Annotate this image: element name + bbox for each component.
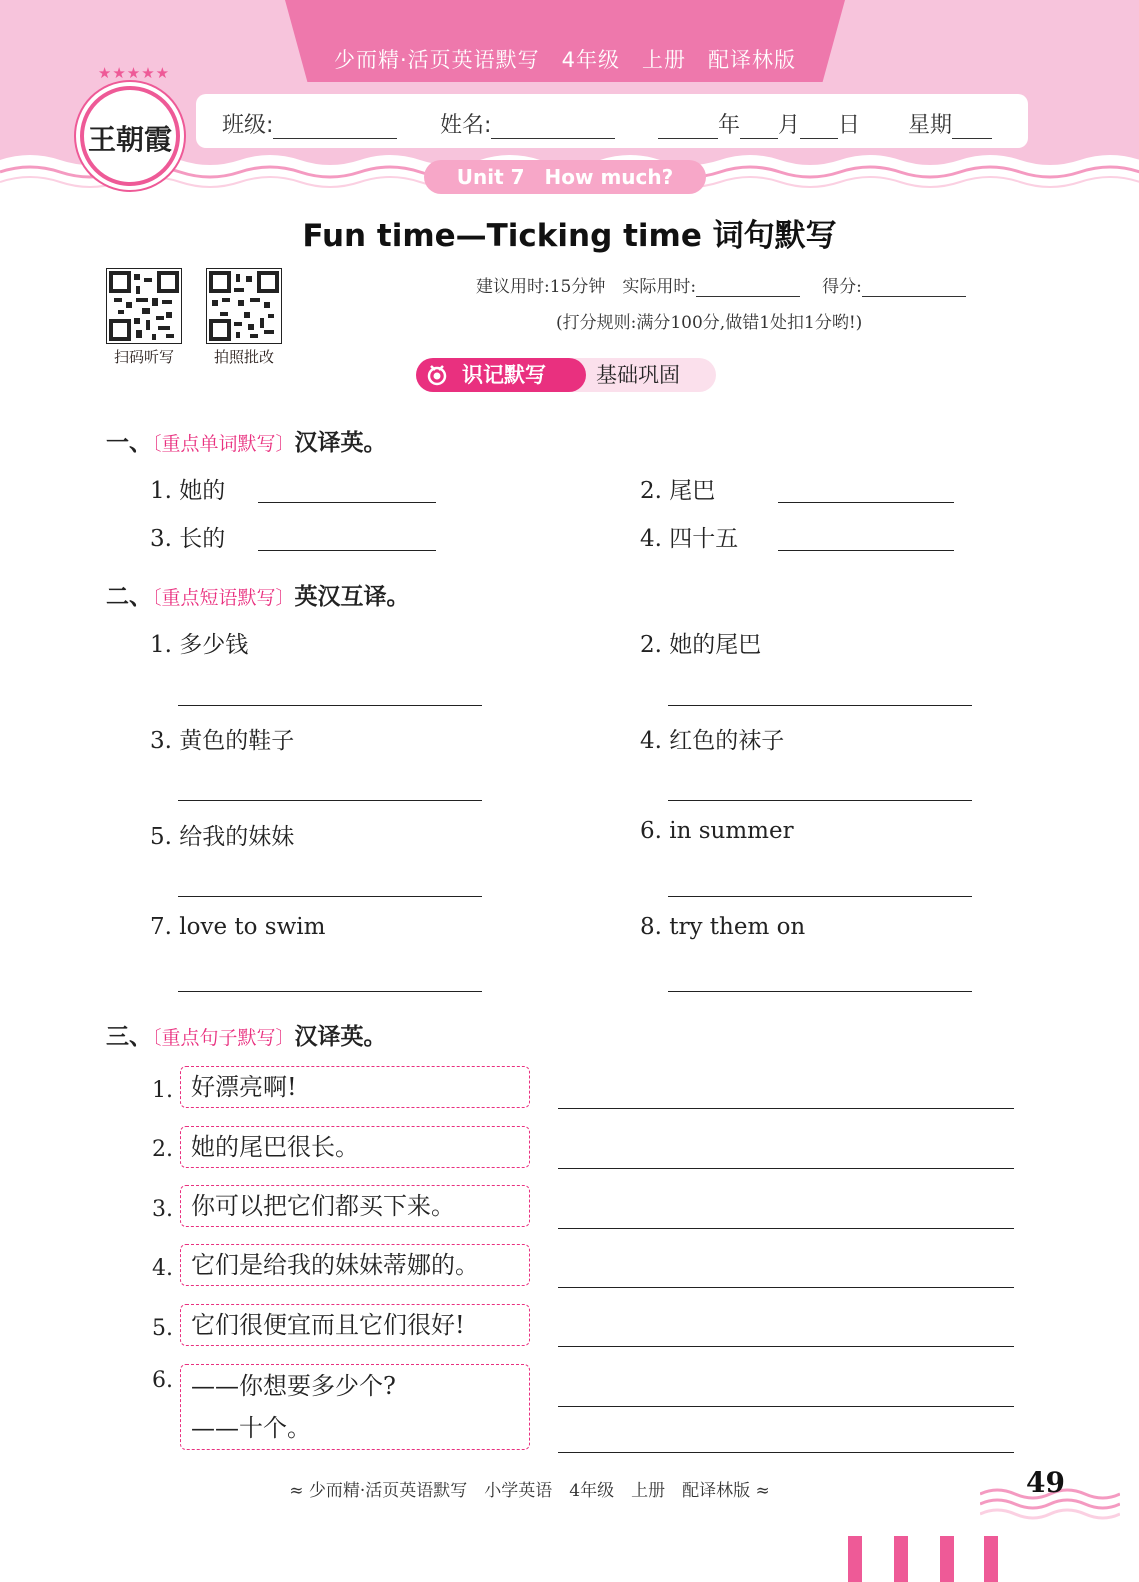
phrase-item: 3. 黄色的鞋子 [150, 728, 295, 754]
sentence-number: 5. [152, 1316, 173, 1341]
sentence-prompt: 你可以把它们都买下来。 [180, 1185, 530, 1227]
brand-logo [80, 86, 180, 186]
section3-tag: 〔重点句子默写〕 [152, 1027, 295, 1049]
decor-bar [940, 1536, 954, 1582]
suggested-time: 建议用时:15分钟 实际用时: [476, 277, 697, 297]
weekday-field[interactable] [908, 108, 992, 139]
answer-line[interactable] [258, 502, 436, 503]
qr-code-icon[interactable] [106, 268, 182, 344]
actual-time-blank[interactable] [696, 277, 800, 297]
answer-line[interactable] [558, 1108, 1014, 1109]
page-title: Fun time—Ticking time 词句默写 [302, 218, 837, 254]
day-blank[interactable] [800, 113, 838, 139]
section2-instruction: 英汉互译。 [294, 584, 410, 610]
phrase-item: 8. try them on [640, 914, 806, 940]
class-field[interactable] [222, 108, 397, 139]
decor-bar [894, 1536, 908, 1582]
answer-line[interactable] [558, 1406, 1014, 1407]
section3-instruction: 汉译英。 [294, 1024, 387, 1050]
footer-text: ≈ 少而精·活页英语默写 小学英语 4年级 上册 配译林版 ≈ [289, 1481, 770, 1501]
answer-line[interactable] [558, 1228, 1014, 1229]
series-title: 少而精·活页英语默写 4年级 上册 配译林版 [333, 48, 797, 72]
page-number: 49 [1026, 1466, 1065, 1499]
sentence-number: 2. [152, 1137, 173, 1162]
sentence-number: 3. [152, 1197, 173, 1222]
qr-code-icon[interactable] [206, 268, 282, 344]
name-blank[interactable] [491, 113, 615, 139]
answer-line[interactable] [778, 502, 954, 503]
answer-line[interactable] [178, 896, 482, 897]
year-label: 年 [718, 113, 741, 138]
month-blank[interactable] [740, 113, 778, 139]
section1-num: 一、 [106, 430, 152, 456]
badge-main: 识记默写 [416, 358, 586, 392]
word-item: 1. 她的 [150, 478, 226, 504]
qr-label-listen: 扫码听写 [113, 348, 174, 366]
date-field[interactable] [658, 108, 860, 139]
sentence-prompt: 它们是给我的妹妹蒂娜的。 [180, 1244, 530, 1286]
weekday-blank[interactable] [952, 113, 992, 139]
month-label: 月 [778, 113, 801, 138]
class-blank[interactable] [273, 113, 397, 139]
medal-icon [426, 364, 448, 386]
name-label: 姓名: [440, 113, 492, 138]
answer-line[interactable] [668, 896, 972, 897]
section1-heading [106, 424, 387, 457]
year-blank[interactable] [658, 113, 718, 139]
sentence-number: 6. [152, 1368, 173, 1393]
answer-line[interactable] [258, 550, 436, 551]
section3-heading [106, 1018, 387, 1051]
scoring-rule: (打分规则:满分100分,做错1处扣1分哟!) [556, 313, 863, 333]
logo-text: 王朝霞 [87, 123, 172, 156]
class-label: 班级: [222, 113, 274, 138]
decor-bar [848, 1536, 862, 1582]
answer-line[interactable] [178, 800, 482, 801]
unit-tab: Unit 7 How much? [424, 160, 706, 194]
answer-line[interactable] [558, 1346, 1014, 1347]
day-label: 日 [838, 113, 861, 138]
phrase-item: 1. 多少钱 [150, 632, 249, 658]
phrase-item: 4. 红色的袜子 [640, 728, 785, 754]
word-item: 3. 长的 [150, 526, 226, 552]
sentence-prompt: 她的尾巴很长。 [180, 1126, 530, 1168]
section2-tag: 〔重点短语默写〕 [152, 587, 295, 609]
answer-line[interactable] [778, 550, 954, 551]
phrase-item: 2. 她的尾巴 [640, 632, 762, 658]
decor-bar [984, 1536, 998, 1582]
section1-tag: 〔重点单词默写〕 [152, 433, 295, 455]
sentence-prompt: 它们很便宜而且它们很好! [180, 1304, 530, 1346]
score-label: 得分: [822, 277, 862, 297]
section2-num: 二、 [106, 584, 152, 610]
answer-line[interactable] [178, 705, 482, 706]
dialogue-line: ——你想要多少个? [191, 1372, 396, 1400]
score-blank[interactable] [862, 277, 966, 297]
section1-instruction: 汉译英。 [294, 430, 387, 456]
stars-icon: ★★★★★ [97, 64, 171, 82]
phrase-item: 5. 给我的妹妹 [150, 824, 295, 850]
phrase-item: 6. in summer [640, 818, 794, 844]
dialogue-prompt [180, 1364, 530, 1450]
qr-label-correct: 拍照批改 [213, 348, 274, 366]
answer-line[interactable] [178, 991, 482, 992]
name-field[interactable] [440, 108, 615, 139]
answer-line[interactable] [668, 991, 972, 992]
sentence-number: 1. [152, 1078, 173, 1103]
time-meta [476, 272, 966, 297]
phrase-item: 7. love to swim [150, 914, 326, 940]
sentence-number: 4. [152, 1256, 173, 1281]
sentence-prompt: 好漂亮啊! [180, 1066, 530, 1108]
word-item: 2. 尾巴 [640, 478, 716, 504]
answer-line[interactable] [558, 1452, 1014, 1453]
section3-num: 三、 [106, 1024, 152, 1050]
weekday-label: 星期 [908, 113, 953, 138]
dialogue-line: ——十个。 [191, 1414, 311, 1442]
answer-line[interactable] [558, 1287, 1014, 1288]
answer-line[interactable] [558, 1168, 1014, 1169]
section2-heading [106, 578, 410, 611]
answer-line[interactable] [668, 800, 972, 801]
answer-line[interactable] [668, 705, 972, 706]
badge-sub: 基础巩固 [596, 363, 680, 387]
word-item: 4. 四十五 [640, 526, 739, 552]
